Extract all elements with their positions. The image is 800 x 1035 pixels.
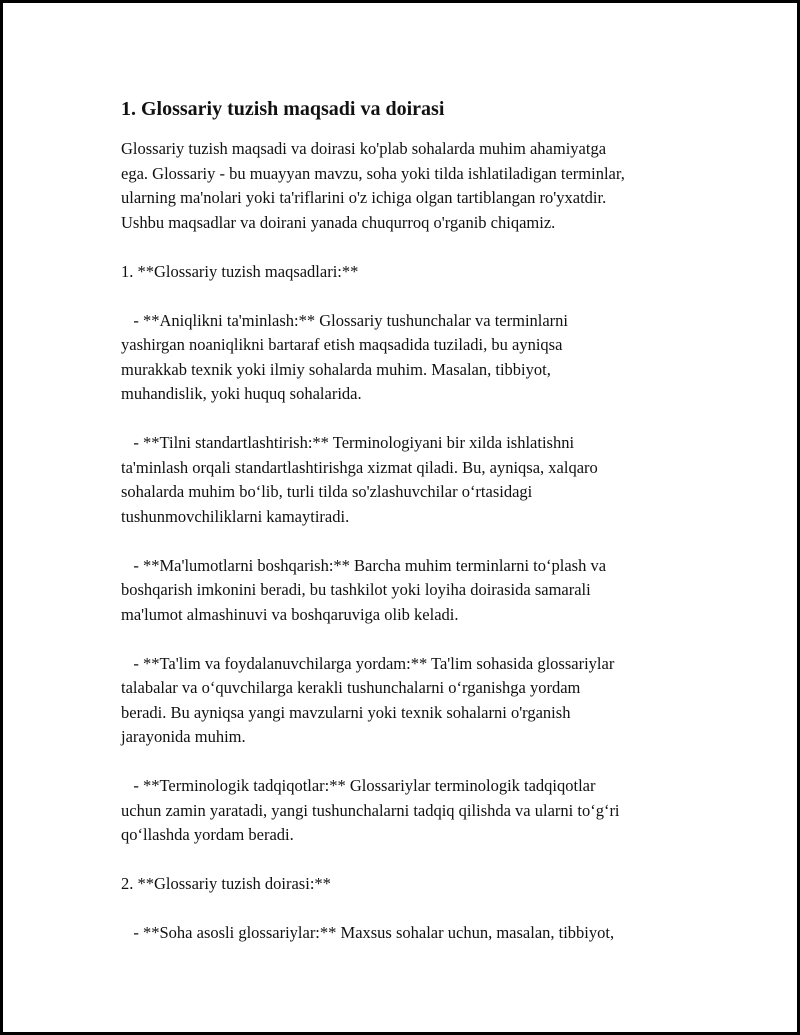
list-item-standardization: - **Tilni standartlashtirish:** Terminologiyani bir xilda ishlatishni ta'minlash orqali standartlashtirishga xizmat qiladi. Bu, ayniqsa, xalqaro sohalarda muhim bo‘lib, turli tilda so'zlashuvchilar o‘rtasidagi tushunmovchiliklarni kamaytiradi. xyxy=(121,433,598,526)
list-item-education: - **Ta'lim va foydalanuvchilarga yordam:** Ta'lim sohasida glossariylar talabalar va o‘quvchilarga kerakli tushunchalarni o‘rganishga yordam beradi. Bu ayniqsa yangi mavzularni yoki texnik sohalarni o'rganish jarayonida muhim. xyxy=(121,653,615,746)
list-item-data-management: - **Ma'lumotlarni boshqarish:** Barcha muhim terminlarni to‘plash va boshqarish imkonini beradi, bu tashkilot yoki loyiha doirasida samarali ma'lumot almashinuvi va boshqaruviga olib keladi. xyxy=(121,555,607,624)
paragraph-gap xyxy=(121,627,711,652)
paragraph-gap xyxy=(121,897,711,922)
section-heading-scope: 2. **Glossariy tuzish doirasi:** xyxy=(121,874,331,893)
paragraph-gap xyxy=(121,848,711,873)
intro-paragraph: Glossariy tuzish maqsadi va doirasi ko'plab sohalarda muhim ahamiyatga ega. Glossariy - bu muayyan mavzu, soha yoki tilda ishlatiladigan terminlar, ularning ma'nolari yoki ta'riflarini o'z ichiga olgan tartiblangan ro'yxatdir. Ushbu maqsadlar va doirani yanada chuqurroq o'rganib chiqamiz. xyxy=(121,139,625,232)
list-item-terminology-research: - **Terminologik tadqiqotlar:** Glossariylar terminologik tadqiqotlar uchun zamin yaratadi, yangi tushunchalarni tadqiq qilishda va ularni to‘g‘ri qo‘llashda yordam beradi. xyxy=(121,776,620,844)
paragraph-gap xyxy=(121,750,711,775)
section-heading-goals: 1. **Glossariy tuzish maqsadlari:** xyxy=(121,261,359,281)
list-item-domain-glossaries: - **Soha asosli glossariylar:** Maxsus sohalar uchun, masalan, tibbiyot, xyxy=(121,923,615,942)
document-content xyxy=(121,95,711,946)
paragraph-gap xyxy=(121,284,711,309)
paragraph-gap xyxy=(121,235,711,260)
document-title: 1. Glossariy tuzish maqsadi va doirasi xyxy=(121,98,445,120)
list-item-accuracy: - **Aniqlikni ta'minlash:** Glossariy tushunchalar va terminlarni yashirgan noaniqlikni bartaraf etish maqsadida tuziladi, bu ayniqsa murakkab texnik yoki ilmiy sohalarda muhim. Masalan, tibbiyot, muhandislik, yoki huquq sohalarida. xyxy=(121,310,569,403)
paragraph-gap xyxy=(121,407,711,432)
paragraph-gap xyxy=(121,529,711,554)
